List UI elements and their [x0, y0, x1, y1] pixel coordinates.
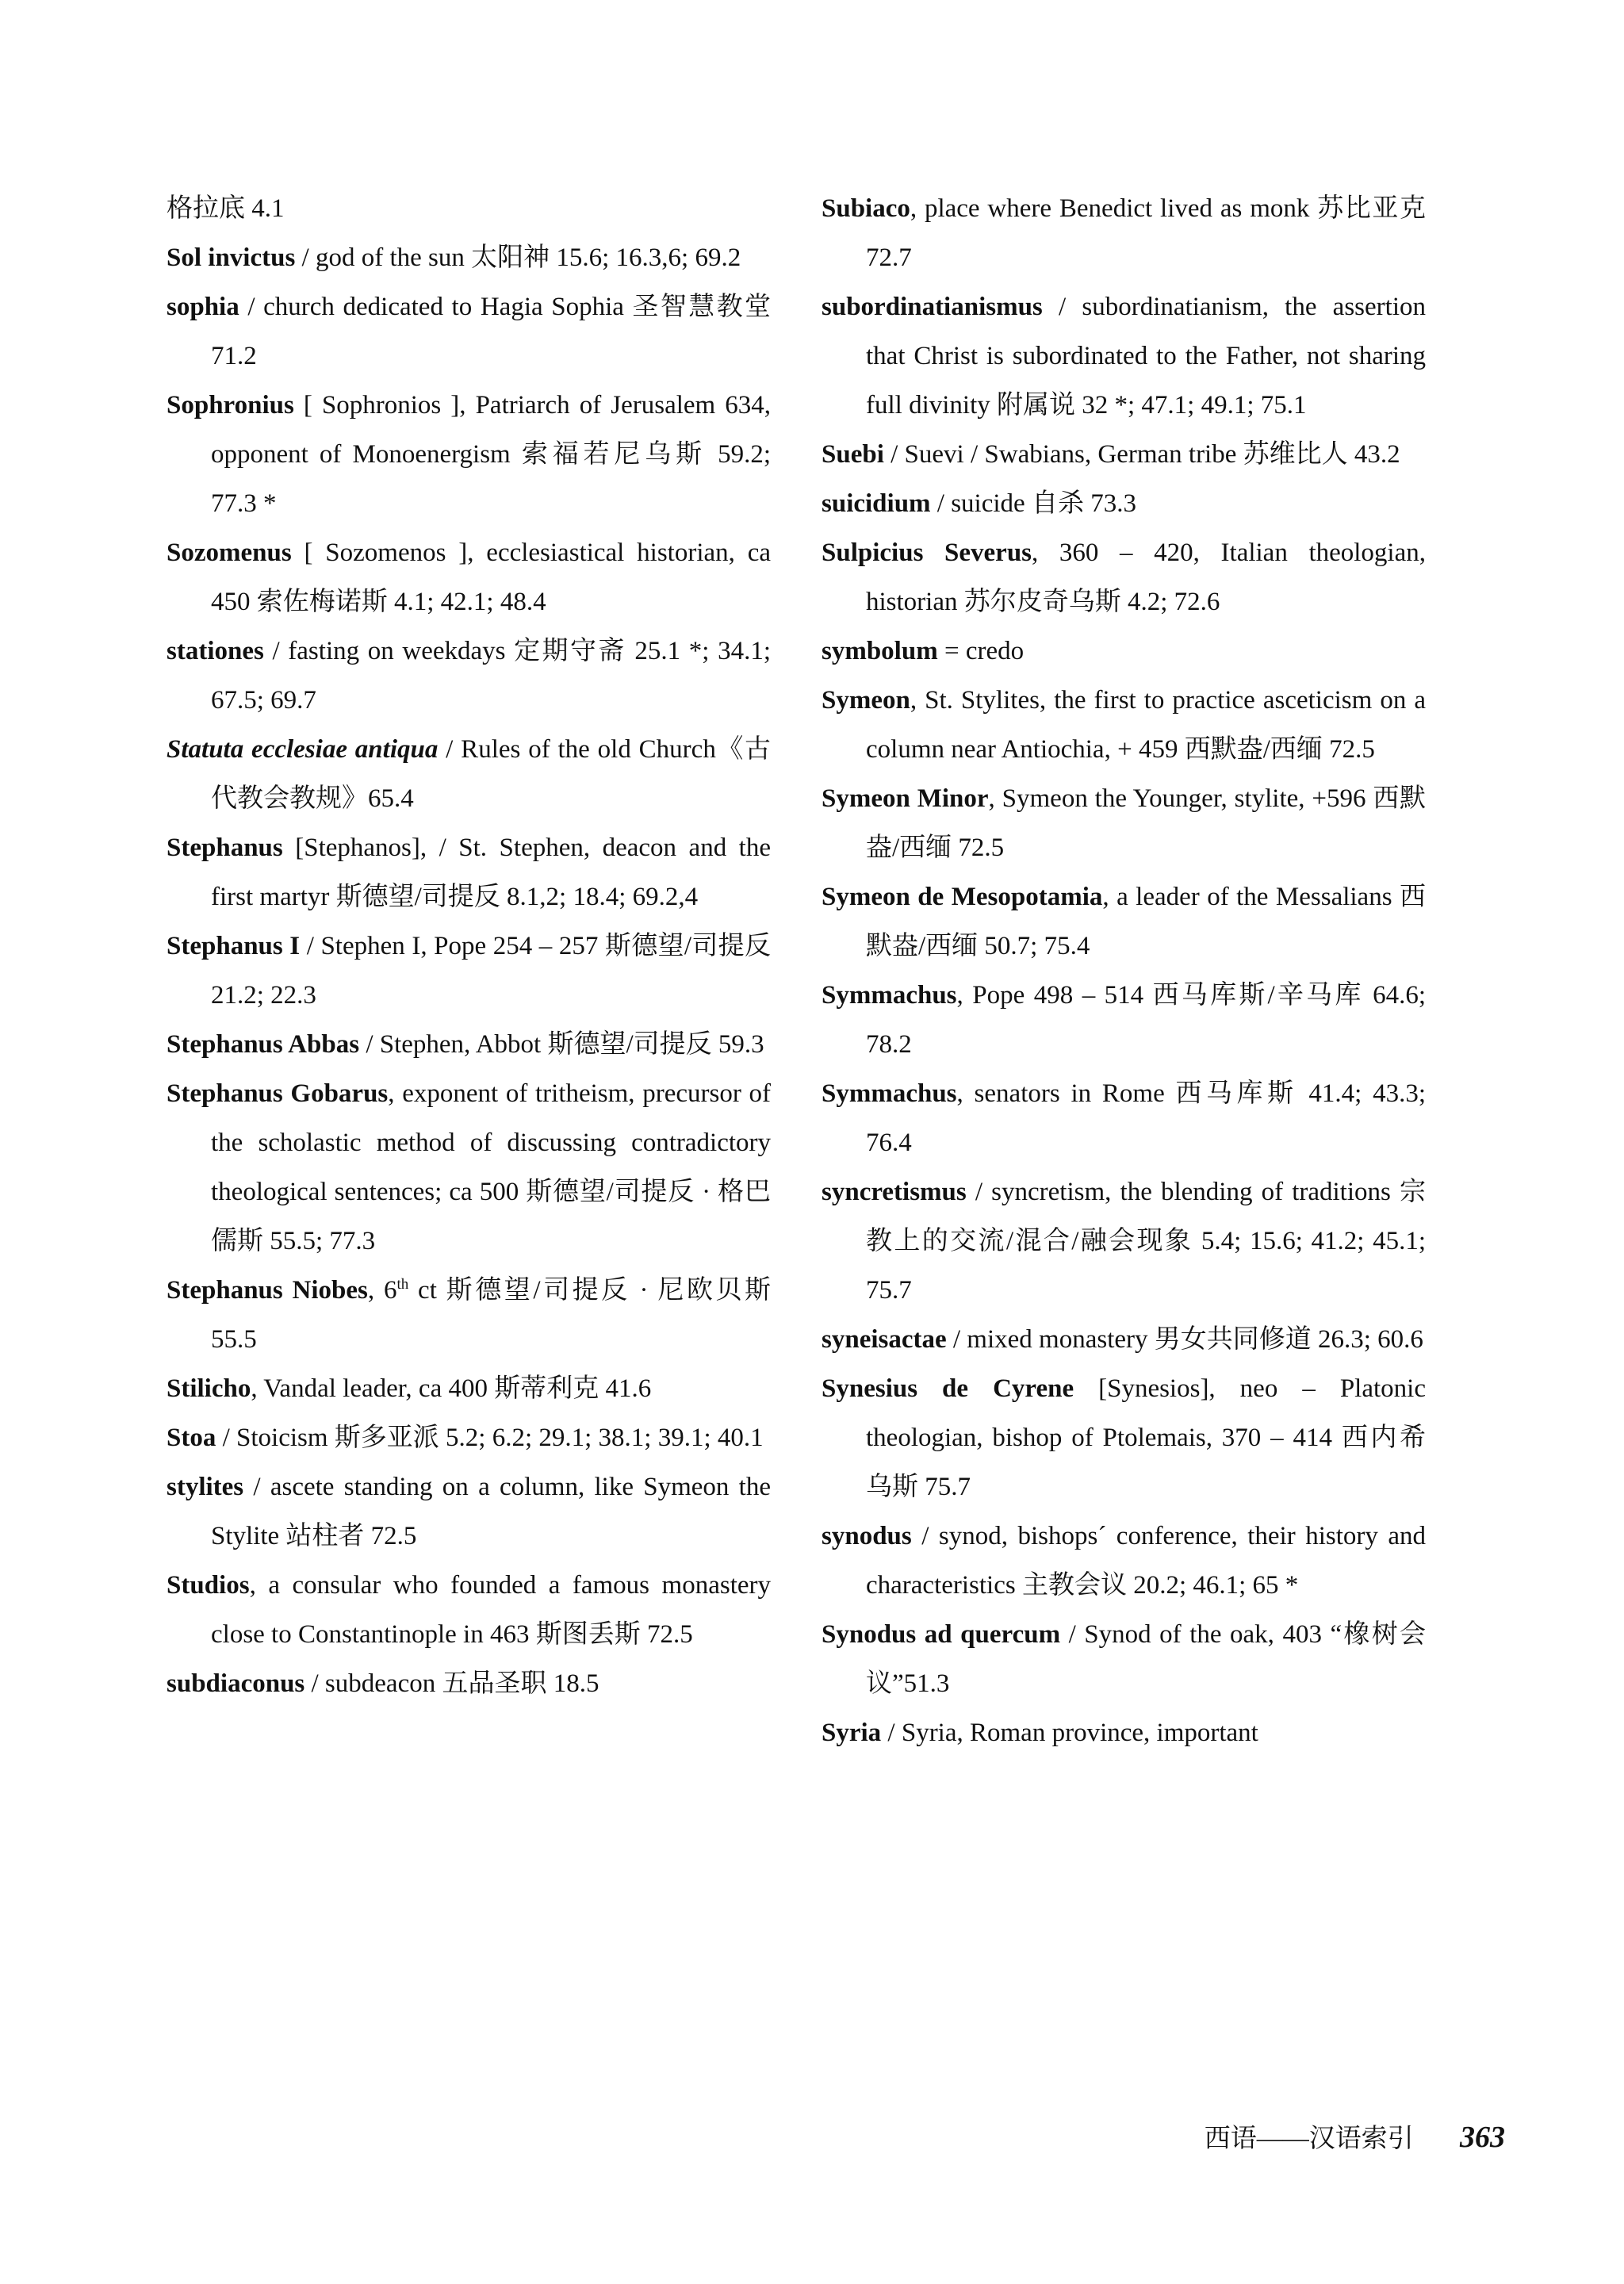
index-column-right — [822, 184, 1426, 1757]
index-entry — [822, 184, 1426, 282]
index-definition: , senators in Rome 西马库斯 41.4; 43.3; 76.4 — [866, 1079, 1426, 1157]
index-entry — [822, 282, 1426, 430]
index-definition: / church dedicated to Hagia Sophia 圣智慧教堂 71.2 — [211, 293, 771, 370]
index-entry — [822, 430, 1426, 479]
index-headword: Synodus ad quercum — [822, 1620, 1061, 1649]
index-definition: / fasting on weekdays 定期守斋 25.1 *; 34.1; 67.5; 69.7 — [211, 637, 771, 715]
index-definition: , 6 — [367, 1276, 397, 1305]
index-entry — [167, 1659, 771, 1708]
index-entry — [822, 1069, 1426, 1167]
index-headword: Stephanus Niobes — [167, 1276, 368, 1305]
index-definition: [ Sophronios ], Patriarch of Jerusalem 634, opponent of Monoenergism 索福若尼乌斯 59.2; 77.3 * — [211, 391, 771, 518]
index-definition: , St. Stylites, the first to practice asceticism on a column near Antiochia, + 459 西默盎/西缅 72.5 — [866, 686, 1426, 764]
index-headword: stylites — [167, 1473, 244, 1501]
index-headword: Stephanus Gobarus — [167, 1079, 389, 1108]
index-headword: Suebi — [822, 440, 884, 469]
index-definition: / Synod of the oak, 403 “橡树会议”51.3 — [866, 1620, 1426, 1698]
index-headword: Studios — [167, 1571, 250, 1600]
index-entry — [167, 1266, 771, 1364]
index-headword: Symeon — [822, 686, 910, 715]
index-definition: / Rules of the old Church《古代教会教规》65.4 — [211, 735, 771, 813]
index-definition: [Stephanos], / St. Stephen, deacon and the first martyr 斯德望/司提反 8.1,2; 18.4; 69.2,4 — [211, 834, 771, 911]
index-headword: Stilicho — [167, 1374, 251, 1403]
index-headword: Statuta ecclesiae antiqua — [167, 735, 439, 764]
index-definition: / subordinatianism, the assertion that Christ is subordinated to the Father, not sharing full divinity 附属说 32 *; 47.1; 49.1; 75.1 — [866, 293, 1426, 420]
index-headword: Sophronius — [167, 391, 294, 420]
index-entry — [167, 282, 771, 381]
index-entry — [167, 1413, 771, 1462]
index-entry — [822, 1167, 1426, 1315]
index-entry — [822, 1512, 1426, 1610]
index-entry — [822, 627, 1426, 676]
index-column-left — [167, 184, 771, 1708]
index-entry — [167, 922, 771, 1020]
index-headword: symbolum — [822, 637, 938, 665]
index-headword: Sol invictus — [167, 243, 296, 272]
index-definition: / ascete standing on a column, like Symeon the Stylite 站柱者 72.5 — [211, 1473, 771, 1550]
index-definition-tail: ct 斯德望/司提反 · 尼欧贝斯 55.5 — [211, 1276, 772, 1354]
index-headword: Sulpicius Severus — [822, 538, 1032, 567]
index-headword: Symmachus — [822, 1079, 957, 1108]
index-definition: / Stoicism 斯多亚派 5.2; 6.2; 29.1; 38.1; 39.1; 40.1 — [216, 1424, 764, 1452]
index-entry — [167, 1462, 771, 1561]
index-headword: syneisactae — [822, 1325, 947, 1354]
index-definition: , a consular who founded a famous monastery close to Constantinople in 463 斯图丢斯 72.5 — [211, 1571, 771, 1649]
index-headword: sophia — [167, 293, 239, 321]
index-definition: [ Sozomenos ], ecclesiastical historian, ca 450 索佐梅诺斯 4.1; 42.1; 48.4 — [211, 538, 771, 616]
index-headword: Synesius de Cyrene — [822, 1374, 1074, 1403]
index-entry — [167, 627, 771, 725]
index-definition: , exponent of tritheism, precursor of the scholastic method of discussing contradictory theological sentences; ca 500 斯德望/司提反 · 格巴儒斯 55.5; 77.3 — [211, 1079, 771, 1255]
index-headword: subdiaconus — [167, 1669, 305, 1698]
index-headword: stationes — [167, 637, 264, 665]
index-entry — [822, 1610, 1426, 1708]
index-entry — [822, 1315, 1426, 1364]
index-headword: Sozomenus — [167, 538, 292, 567]
index-entry — [167, 528, 771, 627]
index-entry — [167, 1364, 771, 1413]
index-definition: / suicide 自杀 73.3 — [930, 489, 1136, 518]
index-definition: 格拉底 4.1 — [167, 194, 285, 223]
index-definition: / Stephen I, Pope 254 – 257 斯德望/司提反 21.2; 22.3 — [211, 932, 771, 1010]
index-headword: Stephanus — [167, 834, 283, 862]
index-definition: , a leader of the Messalians 西默盎/西缅 50.7; 75.4 — [866, 883, 1426, 960]
index-entry — [167, 233, 771, 282]
index-definition: / Syria, Roman province, important — [881, 1719, 1258, 1747]
index-headword: Symeon de Mesopotamia — [822, 883, 1103, 911]
index-headword: Subiaco — [822, 194, 910, 223]
index-definition: , place where Benedict lived as monk 苏比亚克 72.7 — [866, 194, 1426, 272]
index-entry — [167, 1020, 771, 1069]
index-definition: , Pope 498 – 514 西马库斯/辛马库 64.6; 78.2 — [866, 981, 1426, 1059]
index-entry — [167, 184, 771, 233]
index-headword: Stoa — [167, 1424, 216, 1452]
page-footer — [1205, 2117, 1505, 2155]
page-number: 363 — [1460, 2121, 1505, 2154]
index-definition: / subdeacon 五品圣职 18.5 — [304, 1669, 599, 1698]
index-headword: subordinatianismus — [822, 293, 1043, 321]
index-entry — [822, 676, 1426, 774]
index-entry — [822, 872, 1426, 971]
index-entry — [167, 823, 771, 922]
index-definition: / god of the sun 太阳神 15.6; 16.3,6; 69.2 — [295, 243, 741, 272]
index-definition: / syncretism, the blending of traditions 宗教上的交流/混合/融会现象 5.4; 15.6; 41.2; 45.1; 75.7 — [866, 1178, 1426, 1305]
index-entry — [822, 774, 1426, 872]
index-headword: syncretismus — [822, 1178, 967, 1206]
footer-section-title: 西语——汉语索引 — [1204, 2125, 1414, 2153]
index-entry — [167, 1069, 771, 1266]
index-definition: / mixed monastery 男女共同修道 26.3; 60.6 — [946, 1325, 1423, 1354]
index-entry — [822, 971, 1426, 1069]
index-headword: Stephanus I — [167, 932, 301, 960]
index-definition: / Stephen, Abbot 斯德望/司提反 59.3 — [359, 1030, 764, 1059]
index-entry — [822, 1708, 1426, 1757]
superscript: th — [396, 1276, 409, 1293]
index-headword: suicidium — [822, 489, 931, 518]
index-definition: / synod, bishops´ conference, their history and characteristics 主教会议 20.2; 46.1; 65 * — [866, 1522, 1426, 1600]
index-entry — [167, 1561, 771, 1659]
index-definition: , Vandal leader, ca 400 斯蒂利克 41.6 — [251, 1374, 652, 1403]
index-definition: [Synesios], neo – Platonic theologian, bishop of Ptolemais, 370 – 414 西内希乌斯 75.7 — [866, 1374, 1426, 1501]
index-entry — [167, 381, 771, 528]
index-entry — [822, 479, 1426, 528]
index-definition: / Suevi / Swabians, German tribe 苏维比人 43.2 — [883, 440, 1400, 469]
index-headword: Stephanus Abbas — [167, 1030, 360, 1059]
index-entry — [822, 1364, 1426, 1512]
index-definition: , Symeon the Younger, stylite, +596 西默盎/西缅 72.5 — [866, 784, 1426, 862]
index-headword: Symmachus — [822, 981, 957, 1010]
index-definition: = credo — [937, 637, 1025, 665]
index-headword: Syria — [822, 1719, 882, 1747]
index-entry — [822, 528, 1426, 627]
index-entry — [167, 725, 771, 823]
index-headword: Symeon Minor — [822, 784, 989, 813]
index-headword: synodus — [822, 1522, 912, 1550]
index-definition: , 360 – 420, Italian theologian, historian 苏尔皮奇乌斯 4.2; 72.6 — [866, 538, 1426, 616]
